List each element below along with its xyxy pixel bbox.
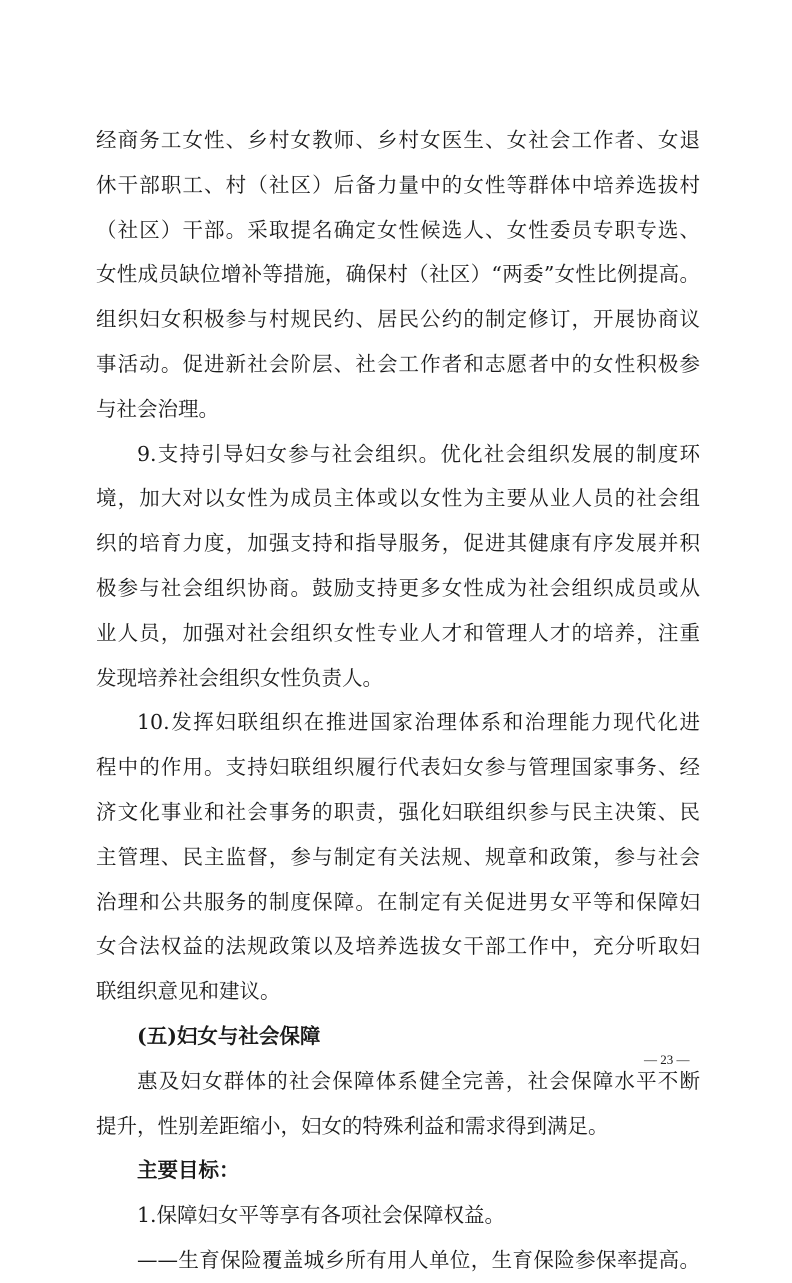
paragraph-line: 治理和公共服务的制度保障。在制定有关促进男女平等和保障妇 (96, 889, 700, 914)
paragraph-line: 10.发挥妇联组织在推进国家治理体系和治理能力现代化进 (137, 710, 700, 735)
paragraph-line: 提升，性别差距缩小，妇女的特殊利益和需求得到满足。 (96, 1113, 609, 1138)
paragraph-line: 主管理、民主监督，参与制定有关法规、规章和政策，参与社会 (96, 844, 700, 869)
paragraph-line: 女性成员缺位增补等措施，确保村（社区）“两委”女性比例提高。 (96, 262, 700, 287)
paragraph-line: 与社会治理。 (96, 396, 219, 421)
paragraph-line: 济文化事业和社会事务的职责，强化妇联组织参与民主决策、民 (96, 799, 700, 824)
paragraph-line: 业人员，加强对社会组织女性专业人才和管理人才的培养，注重 (96, 620, 700, 645)
paragraph-line: ——生育保险覆盖城乡所有用人单位，生育保险参保率提高。 (137, 1247, 700, 1272)
paragraph-line: 织的培育力度，加强支持和指导服务，促进其健康有序发展并积 (96, 531, 700, 556)
paragraph-line: 联组织意见和建议。 (96, 979, 281, 1004)
subheading: 主要目标： (137, 1158, 240, 1183)
paragraph-line: 组织妇女积极参与村规民约、居民公约的制定修订，开展协商议 (96, 307, 700, 332)
paragraph-line: 经商务工女性、乡村女教师、乡村女医生、女社会工作者、女退 (96, 128, 700, 152)
paragraph-line: 女合法权益的法规政策以及培养选拔女干部工作中，充分听取妇 (96, 934, 700, 959)
document-body (96, 118, 700, 1283)
paragraph-line: 9.支持引导妇女参与社会组织。优化社会组织发展的制度环 (137, 441, 700, 466)
paragraph-line: 1.保障妇女平等享有各项社会保障权益。 (137, 1203, 506, 1228)
paragraph-line: 休干部职工、村（社区）后备力量中的女性等群体中培养选拔村 (96, 172, 700, 197)
paragraph-line: 事活动。促进新社会阶层、社会工作者和志愿者中的女性积极参 (96, 351, 700, 376)
paragraph-line: 极参与社会组织协商。鼓励支持更多女性成为社会组织成员或从 (96, 575, 700, 600)
page-number: — 23 — (644, 1052, 690, 1067)
paragraph-line: 惠及妇女群体的社会保障体系健全完善，社会保障水平不断 (137, 1068, 700, 1093)
paragraph-line: （社区）干部。采取提名确定女性候选人、女性委员专职专选、 (96, 217, 700, 242)
paragraph-line: 程中的作用。支持妇联组织履行代表妇女参与管理国家事务、经 (96, 755, 700, 780)
paragraph-line: 发现培养社会组织女性负责人。 (96, 665, 383, 690)
section-heading: (五)妇女与社会保障 (137, 1023, 321, 1048)
paragraph-line: 境，加大对以女性为成员主体或以女性为主要从业人员的社会组 (96, 486, 700, 511)
